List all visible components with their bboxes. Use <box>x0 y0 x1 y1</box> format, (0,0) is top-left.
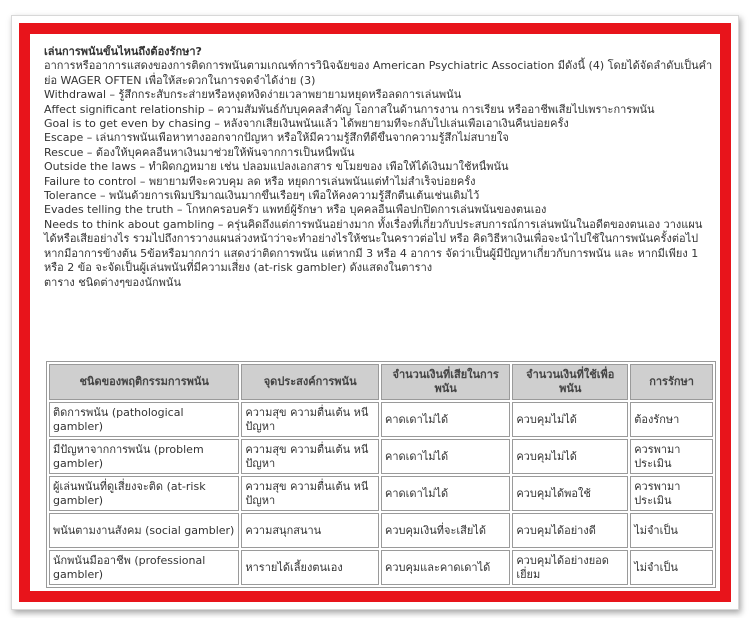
table-row <box>49 402 713 437</box>
table-cell: ควบคุมไม่ได้ <box>512 439 628 474</box>
table-cell: ติดการพนัน (pathological gambler) <box>49 402 239 437</box>
criteria-item-escape: Escape – เล่นการพนันเพื่อหาทางออกจากปัญหา หรือให้มีความรู้สึกที่ดีขึ้นจากความรู้สึกไม่สบายใจ <box>44 131 509 145</box>
criteria-item-affect: Affect significant relationship – ความสัมพันธ์กับบุคคลสำคัญ โอกาสในด้านการงาน การเรียน หรืออาชีพเสียไปเพราะการพนัน <box>44 102 655 116</box>
table-cell: ความสุข ความตื่นเต้น หนีปัญหา <box>241 476 379 511</box>
header-money-lost: จำนวนเงินที่เสียในการพนัน <box>381 364 510 400</box>
header-treatment: การรักษา <box>630 364 713 400</box>
table-row <box>49 476 713 511</box>
header-behavior-type: ชนิดของพฤติกรรมการพนัน <box>49 364 239 400</box>
red-border-frame <box>19 23 731 602</box>
table-cell: ไม่จำเป็น <box>630 550 713 585</box>
table-cell: คาดเดาไม่ได้ <box>381 476 510 511</box>
criteria-item-needs: Needs to think about gambling – ครุ่นคิดถึงแต่การพนันอย่างมาก ทั้งเรื่องที่เกี่ยวกับประสบการณ์การเล่นพนันในอดีตของตนเอง วางแผนได้หรือเสียอย่างไร รวมไปถึงการวางแผนล่วงหน้าว่าจะทำอย่างไรให้ชนะในคราวต่อไป หรือ คิดวิธีหาเงินเพื่อจะนำไปใช้ในการพนันครั้งต่อไป <box>44 217 703 246</box>
table-cell: หารายได้เลี้ยงตนเอง <box>241 550 379 585</box>
table-cell: ควบคุมเงินที่จะเสียได้ <box>381 513 510 548</box>
criteria-item-evades: Evades telling the truth – โกหกครอบครัว แพทย์ผู้รักษา หรือ บุคคลอื่นเพื่อปกปิดการเล่นพนันของตนเอง <box>44 203 547 217</box>
table-cell: พนันตามงานสังคม (social gambler) <box>49 513 239 548</box>
gambler-types-table <box>46 361 716 588</box>
table-cell: ควบคุมได้อย่างยอดเยี่ยม <box>512 550 628 585</box>
table-cell: นักพนันมืออาชีพ (professional gambler) <box>49 550 239 585</box>
criteria-item-rescue: Rescue – ต้องให้บุคคลอื่นหาเงินมาช่วยให้พ้นจากการเป็นหนี้พนัน <box>44 145 355 159</box>
article-summary: หากมีอาการข้างต้น 5ข้อหรือมากกว่า แสดงว่าติดการพนัน แต่หากมี 3 หรือ 4 อาการ จัดว่าเป็นผู้มีปัญหาเกี่ยวกับการพนัน และ หากมีเพียง 1 หรือ 2 ข้อ จะจัดเป็นผู้เล่นพนันที่มีความเสี่ยง (at-risk gambler) ดังแสดงในตาราง <box>44 246 699 275</box>
table-cell: ความสุข ความตื่นเต้น หนีปัญหา <box>241 402 379 437</box>
table-row <box>49 439 713 474</box>
table-cell: ควบคุมได้พอใช้ <box>512 476 628 511</box>
table-cell: มีปัญหาจากการพนัน (problem gambler) <box>49 439 239 474</box>
article-intro: อาการหรืออาการแสดงของการติดการพนันตามเกณฑ์การวินิจฉัยของ American Psychiatric Association มีดังนี้ (4) โดยได้จัดลำดับเป็นคำย่อ WAGER OFTEN เพื่อให้สะดวกในการจดจำได้ง่าย (3) <box>44 59 713 87</box>
table-cell: คาดเดาไม่ได้ <box>381 439 510 474</box>
table-cell: ควรพามาประเมิน <box>630 439 713 474</box>
header-purpose: จุดประสงค์การพนัน <box>241 364 379 400</box>
table-caption: ตาราง ชนิดต่างๆของนักพนัน <box>44 275 181 289</box>
table-header-row <box>49 364 713 400</box>
criteria-item-outside-laws: Outside the laws – ทำผิดกฎหมาย เช่น ปลอมแปลงเอกสาร ขโมยของ เพื่อให้ได้เงินมาใช้หนี้พนัน <box>44 160 509 174</box>
article-heading: เล่นการพนันขั้นไหนถึงต้องรักษา? <box>44 45 202 58</box>
table-cell: ควบคุมไม่ได้ <box>512 402 628 437</box>
table-row <box>49 513 713 548</box>
criteria-item-tolerance: Tolerance – พนันด้วยการเพิ่มปริมาณเงินมากขึ้นเรื่อยๆ เพื่อให้คงความรู้สึกตื่นเต้นเช่นเดิมไว้ <box>44 189 480 203</box>
table-cell: ควบคุมและคาดเดาได้ <box>381 550 510 585</box>
table-cell: ต้องรักษา <box>630 402 713 437</box>
table-cell: ไม่จำเป็น <box>630 513 713 548</box>
table-cell: คาดเดาไม่ได้ <box>381 402 510 437</box>
table-cell: ผู้เล่นพนันที่ดูเสี่ยงจะติด (at-risk gambler) <box>49 476 239 511</box>
header-money-spent: จำนวนเงินที่ใช้เพื่อพนัน <box>512 364 628 400</box>
table-cell: ควรพามาประเมิน <box>630 476 713 511</box>
article-content <box>44 45 714 290</box>
criteria-item-failure: Failure to control – พยายามที่จะควบคุม ลด หรือ หยุดการเล่นพนันแต่ทำไม่สำเร็จบ่อยครั้ง <box>44 174 476 188</box>
criteria-item-withdrawal: Withdrawal – รู้สึกกระสับกระส่ายหรือหงุดหงิดง่ายเวลาพยายามหยุดหรือลดการเล่นพนัน <box>44 88 462 102</box>
criteria-item-goal: Goal is to get even by chasing – หลังจากเสียเงินพนันแล้ว ได้พยายามที่จะกลับไปเล่นเพื่อเอาเงินคืนบ่อยครั้ง <box>44 117 569 131</box>
table-cell: ควบคุมได้อย่างดี <box>512 513 628 548</box>
table-row <box>49 550 713 585</box>
table-cell: ความสนุกสนาน <box>241 513 379 548</box>
table-cell: ความสุข ความตื่นเต้น หนีปัญหา <box>241 439 379 474</box>
